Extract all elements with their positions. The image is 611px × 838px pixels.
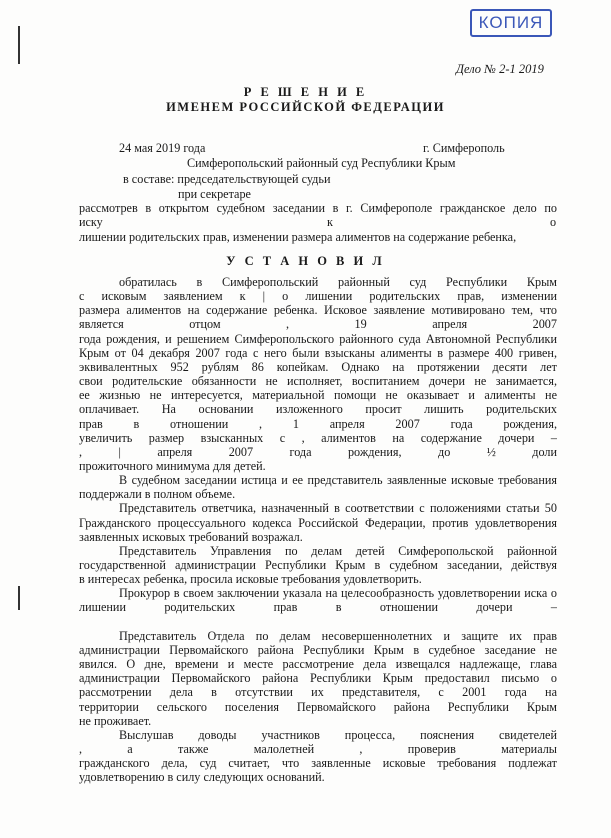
body-line: года рождения, и решением Симферопольского районного суда Автономной Республики xyxy=(79,331,557,346)
body-line: свои родительские обязанности не исполняет, воспитанием дочери не занимается, xyxy=(79,374,557,389)
body-line: увеличить размер взысканных с , алиментов на содержание дочери – xyxy=(79,430,557,445)
body-line: Представитель ответчика, назначенный в соответствии с положениями статьи 50 xyxy=(119,501,557,516)
body-line: обратилась в Симферопольский районный суд Республики Крым xyxy=(119,275,557,289)
intro-line-defendant: к xyxy=(327,215,333,229)
body-line: оплачивает. На основании изложенного просит лишить родительских xyxy=(79,402,557,417)
court-secretary: при секретаре xyxy=(178,187,251,201)
body-line: заявленных исковых требований возражал. xyxy=(79,529,303,544)
decision-subtitle: ИМЕНЕМ РОССИЙСКОЙ ФЕДЕРАЦИИ xyxy=(166,100,445,114)
court-name: Симферопольский районный суд Республики Крым xyxy=(187,156,456,170)
body-line: эквивалентных 952 рублям 86 копейкам. Однако на протяжении десяти лет xyxy=(79,359,557,374)
intro-line: рассмотрев в открытом судебном заседании в г. Симферополе гражданское дело по xyxy=(79,201,557,215)
body-line: администрации Первомайского района Республики Крым в судебное заседание не xyxy=(79,642,557,657)
body-line: рассмотрении дела в отсутствии их представителя, с 2001 года на xyxy=(79,685,557,700)
body-line: в интересах ребенка, просила исковые требования удовлетворить. xyxy=(79,572,422,587)
body-line: Прокурор в своем заключении указала на целесообразность удовлетворении иска о xyxy=(119,586,557,601)
intro-line-subject: о xyxy=(550,215,557,229)
body-line: В судебном заседании истица и ее представитель заявленные исковые требования xyxy=(119,473,557,488)
body-line: является отцом , 19 апреля 2007 xyxy=(79,317,557,332)
copy-stamp: КОПИЯ xyxy=(470,9,552,37)
body-line: администрации Первомайского района Республики Крым предоставил письмо о xyxy=(79,671,557,686)
body-line: Гражданского процессуального кодекса Российской Федерации, против удовлетворения xyxy=(79,515,557,530)
body-line: территории сельского поселения Первомайского района Республики Крым xyxy=(79,699,557,714)
case-number: Дело № 2-1 2019 xyxy=(456,62,544,76)
body-line: государственной администрации Республики Крым в судебном заседании, действуя xyxy=(79,558,557,572)
section-title: У С Т А Н О В И Л xyxy=(226,254,385,268)
scan-edge-mark xyxy=(18,26,20,64)
body-line: явился. О дне, времени и месте рассмотрение дела извещался надлежаще, глава xyxy=(79,657,557,672)
body-line: лишении родительских прав в отношении дочери – xyxy=(79,600,557,615)
intro-line-claim: иску xyxy=(79,215,103,229)
body-line: Представитель Управления по делам детей Симферопольской районной xyxy=(119,543,557,558)
body-line: прожиточного минимума для детей. xyxy=(79,458,266,473)
body-line: ее жизнью не интересуется, материальной помощи не оказывает и алименты не xyxy=(79,388,557,403)
intro-line: лишении родительских прав, изменении размера алиментов на содержание ребенка, xyxy=(79,230,517,244)
body-line: удовлетворению в силу следующих оснований. xyxy=(79,770,325,785)
body-line: Выслушав доводы участников процесса, пояснения свидетелей xyxy=(119,727,557,742)
body-line: Представитель Отдела по делам несовершеннолетних и защите их прав xyxy=(119,628,557,643)
body-line: , а также малолетней , проверив материалы xyxy=(79,741,557,756)
scan-edge-mark xyxy=(18,586,20,610)
body-line: Крым от 04 декабря 2007 года с него были взысканы алименты в размере 400 гривен, xyxy=(79,345,557,360)
decision-title: Р Е Ш Е Н И Е xyxy=(243,85,368,99)
body-line: гражданского дела, суд считает, что заявленные исковые требования подлежат xyxy=(79,756,557,771)
body-line: не проживает. xyxy=(79,713,152,728)
body-line: прав в отношении , 1 апреля 2007 года рождения, xyxy=(79,416,557,431)
body-line: поддержали в полном объеме. xyxy=(79,487,236,502)
body-line: , | апреля 2007 года рождения, до ½ доли xyxy=(79,444,557,459)
body-line: с исковым заявлением к | о лишении родительских прав, изменении xyxy=(79,289,557,304)
decision-date: 24 мая 2019 года xyxy=(119,141,206,155)
decision-city: г. Симферополь xyxy=(423,141,505,155)
court-composition: в составе: председательствующей судьи xyxy=(123,172,331,186)
body-line: размера алиментов на содержание ребенка. Исковое заявление мотивировано тем, что xyxy=(79,303,557,318)
